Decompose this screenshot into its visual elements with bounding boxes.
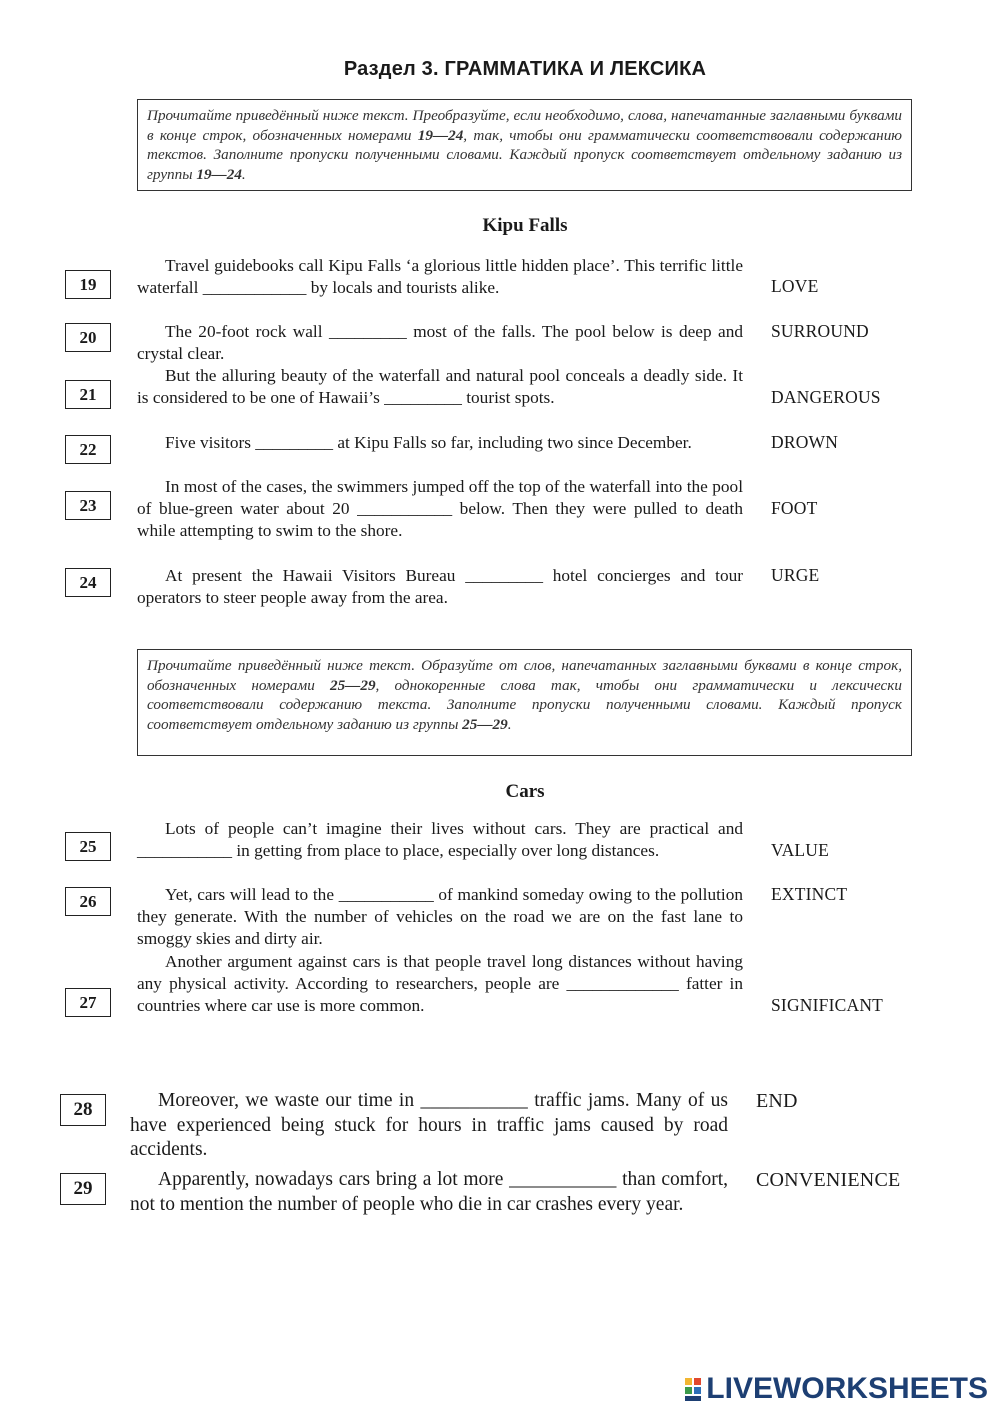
text-before: Yet, cars will lead to the [165,885,339,904]
text-after: at Kipu Falls so far, including two since December. [333,433,692,452]
answer-blank-27[interactable]: _____________ [566,974,679,993]
text-after: traffic jams. Many of us have experienced being stuck for hours in traffic jams caused by road accidents. [130,1090,728,1160]
text-after: by locals and tourists alike. [306,278,500,297]
task-19-text [137,255,743,299]
brand-text: LIVEWORKSHEETS [706,1372,988,1405]
answer-blank-23[interactable]: ___________ [357,499,453,518]
key-word-20: SURROUND [771,321,869,341]
answer-blank-24[interactable]: _________ [465,566,543,585]
key-word-25: VALUE [771,840,830,860]
key-word-27: SIGNIFICANT [771,995,884,1015]
text-after: tourist spots. [461,388,555,407]
instructions-range: 19—24 [196,165,242,183]
answer-blank-25[interactable]: ___________ [137,841,233,860]
key-word-28: END [756,1090,798,1112]
task-number-23: 23 [65,491,111,520]
text-after: in getting from place to place, especially over long distances. [232,841,660,860]
task-25-text [137,818,743,862]
key-word-23: FOOT [771,498,818,518]
task-29-text [130,1168,728,1217]
instructions-range: 25—29 [462,715,508,733]
text-before: Apparently, nowadays cars bring a lot more [158,1169,510,1190]
liveworksheets-logo-icon [684,1376,702,1402]
task-number-26: 26 [65,887,111,916]
text-after: most of the falls. The pool below is deep and crystal clear. [137,322,743,363]
task-number-27: 27 [65,988,111,1017]
text-title-cars: Cars [505,781,545,802]
text-before: But the alluring beauty of the waterfall and natural pool conceals a deadly side. It is considered to be one of Hawaii’s [137,366,743,407]
text-before: Another argument against cars is that people travel long distances without having any physical activity. According to researchers, people are [137,952,743,993]
task-21-text [137,365,743,409]
liveworksheets-logo [684,1372,988,1406]
instructions-box-2 [137,649,912,756]
key-word-29: CONVENIENCE [756,1169,901,1191]
section-title: Раздел 3. ГРАММАТИКА И ЛЕКСИКА [343,58,707,80]
task-number-21: 21 [65,380,111,409]
task-24-text [137,565,743,609]
text-before: Moreover, we waste our time in [158,1090,421,1111]
task-27-text [137,951,743,1017]
instructions-range: 19—24 [417,126,464,144]
instructions-text: , так, чтобы они грамматически соответствовали содержанию текстов. Заполните пропуски полученными словами. Каждый пропуск соответствует отдельному заданию из группы [147,126,903,183]
task-number-24: 24 [65,568,111,597]
key-word-22: DROWN [771,432,839,452]
instructions-text: Прочитайте приведённый ниже текст. Образуйте от слов, напечатанных заглавными буквами в конце строк, обозначенных номерами [147,657,902,694]
key-word-19: LOVE [771,276,819,296]
answer-blank-21[interactable]: _________ [384,388,462,407]
text-title-kipu-falls: Kipu Falls [482,215,568,236]
text-before: In most of the cases, the swimmers jumped off the top of the waterfall into the pool of blue-green water about 20 [137,477,743,518]
text-before: The 20-foot rock wall [165,322,329,341]
answer-blank-20[interactable]: _________ [328,322,407,341]
answer-blank-26[interactable]: ___________ [338,885,434,904]
task-20-text [137,321,743,365]
key-word-21: DANGEROUS [771,387,881,407]
task-26-text [137,884,743,950]
task-number-20: 20 [65,323,111,352]
text-after: than comfort, not to mention the number of people who die in car crashes every year. [130,1169,729,1215]
task-22-text [137,432,743,454]
text-before: Five visitors [165,433,256,452]
text-before: At present the Hawaii Visitors Bureau [165,566,466,585]
answer-blank-28[interactable]: ___________ [420,1090,528,1111]
instructions-text: . [507,715,512,733]
task-number-19: 19 [65,270,111,299]
key-word-26: EXTINCT [771,884,848,904]
task-number-28: 28 [60,1094,106,1126]
text-after: below. Then they were pulled to death while attempting to swim to the shore. [137,499,743,540]
task-number-29: 29 [60,1173,106,1205]
instructions-text: Прочитайте приведённый ниже текст. Преобразуйте, если необходимо, слова, напечатанные заглавными буквами в конце строк, обозначенных номерами [147,107,902,144]
text-before: Lots of people can’t imagine their lives without cars. They are practical and [165,819,743,838]
text-after: of mankind someday owing to the pollution they generate. With the number of vehicles on the road we are on the fast lane to smoggy skies and dirty air. [137,885,743,948]
instructions-text: , однокоренные слова так, чтобы они грамматически и лексически соответствовали содержанию текста. Заполните пропуски полученными словами. Каждый пропуск соответствует отдельному заданию из группы [147,676,902,733]
answer-blank-29[interactable]: ___________ [509,1169,617,1190]
task-28-text [130,1089,728,1163]
text-after: fatter in countries where car use is more common. [137,974,743,1015]
task-number-22: 22 [65,435,111,464]
task-23-text [137,476,743,542]
answer-blank-19[interactable]: ____________ [202,278,307,297]
instructions-text: . [241,165,246,183]
key-word-24: URGE [771,565,820,585]
answer-blank-22[interactable]: _________ [255,433,334,452]
instructions-range: 25—29 [329,676,376,694]
text-after: hotel concierges and tour operators to steer people away from the area. [137,566,743,607]
text-before: Travel guidebooks call Kipu Falls ‘a glorious little hidden place’. This terrific little waterfall [137,256,743,297]
task-number-25: 25 [65,832,111,861]
instructions-box-1 [137,99,912,191]
